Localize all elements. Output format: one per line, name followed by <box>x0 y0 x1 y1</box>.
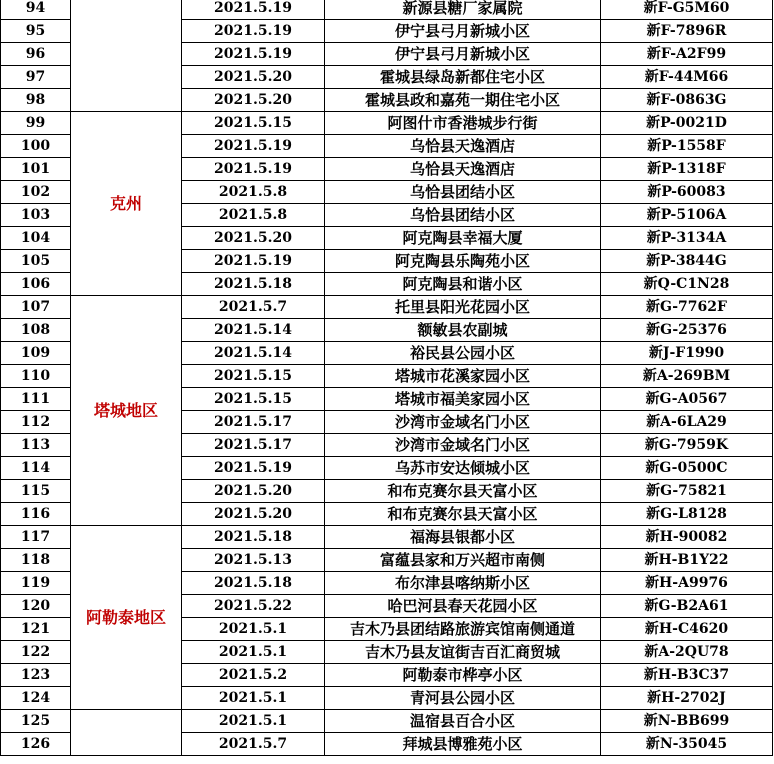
row-number-cell: 105 <box>1 250 71 273</box>
row-number-cell: 123 <box>1 664 71 687</box>
row-number-cell: 101 <box>1 158 71 181</box>
table-row <box>1 112 773 135</box>
region-cell: 塔城地区 <box>71 296 182 526</box>
row-number-cell: 115 <box>1 480 71 503</box>
plate-number-cell: 新P-3134A <box>601 227 773 250</box>
plate-number-cell: 新P-3844G <box>601 250 773 273</box>
table-row <box>1 0 773 20</box>
date-cell: 2021.5.19 <box>182 0 325 20</box>
row-number-cell: 121 <box>1 618 71 641</box>
row-number-cell: 126 <box>1 733 71 756</box>
plate-number-cell: 新G-7959K <box>601 434 773 457</box>
location-cell: 额敏县农副城 <box>325 319 601 342</box>
table-row <box>1 526 773 549</box>
location-cell: 霍城县绿岛新都住宅小区 <box>325 66 601 89</box>
location-cell: 布尔津县喀纳斯小区 <box>325 572 601 595</box>
row-number-cell: 124 <box>1 687 71 710</box>
location-cell: 乌苏市安达倾城小区 <box>325 457 601 480</box>
plate-number-cell: 新P-60083 <box>601 181 773 204</box>
row-number-cell: 125 <box>1 710 71 733</box>
plate-number-cell: 新H-C4620 <box>601 618 773 641</box>
plate-number-cell: 新P-1318F <box>601 158 773 181</box>
plate-number-cell: 新H-B3C37 <box>601 664 773 687</box>
location-cell: 沙湾市金域名门小区 <box>325 434 601 457</box>
date-cell: 2021.5.1 <box>182 687 325 710</box>
date-cell: 2021.5.20 <box>182 66 325 89</box>
date-cell: 2021.5.19 <box>182 43 325 66</box>
plate-number-cell: 新P-1558F <box>601 135 773 158</box>
plate-number-cell: 新A-2QU78 <box>601 641 773 664</box>
location-cell: 沙湾市金域名门小区 <box>325 411 601 434</box>
row-number-cell: 103 <box>1 204 71 227</box>
row-number-cell: 116 <box>1 503 71 526</box>
plate-number-cell: 新N-BB699 <box>601 710 773 733</box>
row-number-cell: 118 <box>1 549 71 572</box>
date-cell: 2021.5.20 <box>182 480 325 503</box>
table-body <box>1 0 773 756</box>
plate-number-cell: 新F-7896R <box>601 20 773 43</box>
location-cell: 阿克陶县幸福大厦 <box>325 227 601 250</box>
plate-number-cell: 新G-B2A61 <box>601 595 773 618</box>
date-cell: 2021.5.20 <box>182 227 325 250</box>
date-cell: 2021.5.19 <box>182 457 325 480</box>
row-number-cell: 98 <box>1 89 71 112</box>
location-cell: 裕民县公园小区 <box>325 342 601 365</box>
row-number-cell: 94 <box>1 0 71 20</box>
row-number-cell: 122 <box>1 641 71 664</box>
date-cell: 2021.5.18 <box>182 273 325 296</box>
row-number-cell: 117 <box>1 526 71 549</box>
row-number-cell: 120 <box>1 595 71 618</box>
date-cell: 2021.5.15 <box>182 365 325 388</box>
plate-number-cell: 新F-0863G <box>601 89 773 112</box>
date-cell: 2021.5.20 <box>182 503 325 526</box>
row-number-cell: 102 <box>1 181 71 204</box>
location-cell: 托里县阳光花园小区 <box>325 296 601 319</box>
date-cell: 2021.5.15 <box>182 112 325 135</box>
location-cell: 阿克陶县乐陶苑小区 <box>325 250 601 273</box>
plate-number-cell: 新A-6LA29 <box>601 411 773 434</box>
row-number-cell: 108 <box>1 319 71 342</box>
location-cell: 塔城市花溪家园小区 <box>325 365 601 388</box>
row-number-cell: 112 <box>1 411 71 434</box>
date-cell: 2021.5.14 <box>182 342 325 365</box>
row-number-cell: 114 <box>1 457 71 480</box>
row-number-cell: 97 <box>1 66 71 89</box>
row-number-cell: 110 <box>1 365 71 388</box>
date-cell: 2021.5.1 <box>182 618 325 641</box>
date-cell: 2021.5.8 <box>182 204 325 227</box>
row-number-cell: 96 <box>1 43 71 66</box>
date-cell: 2021.5.19 <box>182 250 325 273</box>
plate-number-cell: 新H-A9976 <box>601 572 773 595</box>
row-number-cell: 119 <box>1 572 71 595</box>
table-row <box>1 296 773 319</box>
location-cell: 吉木乃县团结路旅游宾馆南侧通道 <box>325 618 601 641</box>
row-number-cell: 111 <box>1 388 71 411</box>
location-cell: 富蕴县家和万兴超市南侧 <box>325 549 601 572</box>
location-cell: 福海县银都小区 <box>325 526 601 549</box>
location-cell: 新源县糖厂家属院 <box>325 0 601 20</box>
plate-number-cell: 新G-0500C <box>601 457 773 480</box>
date-cell: 2021.5.19 <box>182 158 325 181</box>
location-cell: 乌恰县天逸酒店 <box>325 158 601 181</box>
row-number-cell: 113 <box>1 434 71 457</box>
plate-number-cell: 新F-G5M60 <box>601 0 773 20</box>
region-cell: 克州 <box>71 112 182 296</box>
plate-number-cell: 新G-A0567 <box>601 388 773 411</box>
row-number-cell: 109 <box>1 342 71 365</box>
location-cell: 温宿县百合小区 <box>325 710 601 733</box>
location-cell: 拜城县博雅苑小区 <box>325 733 601 756</box>
date-cell: 2021.5.1 <box>182 641 325 664</box>
date-cell: 2021.5.8 <box>182 181 325 204</box>
plate-number-cell: 新N-35045 <box>601 733 773 756</box>
location-cell: 伊宁县弓月新城小区 <box>325 43 601 66</box>
date-cell: 2021.5.19 <box>182 135 325 158</box>
location-cell: 吉木乃县友谊街吉百汇商贸城 <box>325 641 601 664</box>
region-cell <box>71 0 182 112</box>
plate-number-cell: 新H-90082 <box>601 526 773 549</box>
date-cell: 2021.5.19 <box>182 20 325 43</box>
plate-number-cell: 新F-A2F99 <box>601 43 773 66</box>
date-cell: 2021.5.7 <box>182 296 325 319</box>
date-cell: 2021.5.15 <box>182 388 325 411</box>
location-cell: 和布克赛尔县天富小区 <box>325 503 601 526</box>
date-cell: 2021.5.14 <box>182 319 325 342</box>
row-number-cell: 95 <box>1 20 71 43</box>
location-cell: 塔城市福美家园小区 <box>325 388 601 411</box>
date-cell: 2021.5.1 <box>182 710 325 733</box>
plate-number-cell: 新H-2702J <box>601 687 773 710</box>
row-number-cell: 106 <box>1 273 71 296</box>
row-number-cell: 99 <box>1 112 71 135</box>
date-cell: 2021.5.13 <box>182 549 325 572</box>
date-cell: 2021.5.2 <box>182 664 325 687</box>
date-cell: 2021.5.22 <box>182 595 325 618</box>
region-cell <box>71 710 182 756</box>
plate-number-cell: 新P-5106A <box>601 204 773 227</box>
location-cell: 阿图什市香港城步行街 <box>325 112 601 135</box>
location-cell: 乌恰县团结小区 <box>325 204 601 227</box>
location-cell: 哈巴河县春天花园小区 <box>325 595 601 618</box>
date-cell: 2021.5.17 <box>182 411 325 434</box>
plate-number-cell: 新F-44M66 <box>601 66 773 89</box>
location-cell: 霍城县政和嘉苑一期住宅小区 <box>325 89 601 112</box>
location-cell: 阿克陶县和谐小区 <box>325 273 601 296</box>
date-cell: 2021.5.18 <box>182 526 325 549</box>
date-cell: 2021.5.17 <box>182 434 325 457</box>
date-cell: 2021.5.20 <box>182 89 325 112</box>
plate-number-cell: 新A-269BM <box>601 365 773 388</box>
plate-number-cell: 新G-25376 <box>601 319 773 342</box>
region-cell: 阿勒泰地区 <box>71 526 182 710</box>
row-number-cell: 107 <box>1 296 71 319</box>
plate-number-cell: 新H-B1Y22 <box>601 549 773 572</box>
location-cell: 阿勒泰市桦亭小区 <box>325 664 601 687</box>
row-number-cell: 100 <box>1 135 71 158</box>
plate-number-cell: 新G-7762F <box>601 296 773 319</box>
location-cell: 青河县公园小区 <box>325 687 601 710</box>
plate-number-cell: 新G-L8128 <box>601 503 773 526</box>
location-cell: 乌恰县团结小区 <box>325 181 601 204</box>
plate-number-cell: 新P-0021D <box>601 112 773 135</box>
plate-number-cell: 新G-75821 <box>601 480 773 503</box>
plate-number-cell: 新Q-C1N28 <box>601 273 773 296</box>
plate-number-cell: 新J-F1990 <box>601 342 773 365</box>
location-cell: 和布克赛尔县天富小区 <box>325 480 601 503</box>
date-cell: 2021.5.18 <box>182 572 325 595</box>
table-row <box>1 710 773 733</box>
location-cell: 乌恰县天逸酒店 <box>325 135 601 158</box>
date-cell: 2021.5.7 <box>182 733 325 756</box>
location-cell: 伊宁县弓月新城小区 <box>325 20 601 43</box>
row-number-cell: 104 <box>1 227 71 250</box>
